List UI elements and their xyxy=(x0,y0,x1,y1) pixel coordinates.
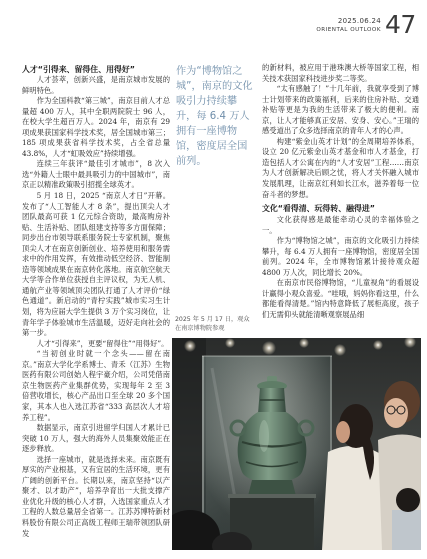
paragraph: 文化获得感是最能牵动心灵的幸福体验之一。 xyxy=(262,215,419,235)
ceiling-light xyxy=(184,340,196,352)
ceiling-light xyxy=(334,344,346,356)
vessel-foot xyxy=(248,480,296,496)
visitor-woman-face xyxy=(384,398,408,428)
paragraph: “太有感触了！”十几年前，我就享受到了博士计划带来的政策福利，后来的住房补贴、交通补贴等更是为我的生活带来了极大的便利。南京，让人才能够真正安居、安身、安心。”王瑞的感受道出了众多选择南京的青年人才的心声。 xyxy=(262,84,419,136)
right-column xyxy=(262,63,419,336)
photo-caption: 2025 年 5 月 17 日，观众在南京博物院参观 xyxy=(175,316,250,332)
ceiling-light xyxy=(373,340,383,350)
vessel-neck xyxy=(258,388,286,414)
visitor-child-shirt xyxy=(392,510,421,550)
visitor-child xyxy=(392,488,421,550)
paragraph: 5 月 18 日，2025 “南京人才日”开幕。发布了“人工智能人才 8 条”，提出顶尖人才团队最高可获 1 亿元综合资助，最高购房补贴、生活补贴、团队组建支持等多方面保障；同步出台市领导联系服务院士专家机制，聚焦顶尖人才在南京创新创业、培养使用和服务需求中的作用发挥，有效推动低空经济、智能制造等领域成果在南京转化落地。南京航空航天大学等合作单位获授自主评议权，为无人机、通航产业等领域顶尖团队打通了人才评价“绿色通道”。新启动的“青柠实践”城市实习生计划，将为应届大学生提供 3 万个实习岗位，让青年学子体验城市生活温暖，迈好走向社会的第一步。 xyxy=(22,191,170,338)
visitor-girl-shirt xyxy=(322,446,388,550)
museum-photo xyxy=(172,338,421,550)
ceiling-light xyxy=(299,338,309,348)
magazine-name: ORIENTAL OUTLOOK xyxy=(316,27,381,33)
vessel-highlight xyxy=(259,420,269,452)
left-column xyxy=(22,64,170,549)
issue-date: 2025.06.24 xyxy=(337,17,381,25)
paragraph: 构建“紫金山英才计划”的全周期培养体系，设立 20 亿元紫金山英才基金和市人才基金，打造包括人才公寓在内的“人才安居”工程……南京为人才创新解决后顾之忧，将人才关怀融入城市发展肌理，让南京红利如长江水，滋养着每一位奋斗者的梦想。 xyxy=(262,136,419,199)
paragraph: 连续三年获评“最佳引才城市”，8 次入选“外籍人士眼中最具吸引力的中国城市”，南京正以精准政策吸引招揽全球英才。 xyxy=(22,159,170,190)
paragraph: 作为“博物馆之城”，南京的文化吸引力持续攀升，每 6.4 万人拥有一座博物馆，密度居全国前列。2024 年，全市博物馆累计接待观众超 4800 万人次，同比增长 20%。 xyxy=(262,236,419,277)
paragraph: “当初创业时就一个念头——留在南京。”南京大学化学系博士、青禾（江苏）生物医药有限公司创始人程宇豪介绍，公司凭借南京生物医药产业集群优势，实现每年 2 至 3 倍营收增长，核心产品出口至全球 20 多个国家，其本人也入选江苏省“333 高层次人才培养工程”。 xyxy=(22,349,170,422)
museum-photo-svg xyxy=(172,338,421,550)
section-heading-talent: 人才“引得来、留得住、用得好” xyxy=(22,65,135,74)
visitor-child-head xyxy=(396,488,420,512)
ceiling-light xyxy=(225,338,235,348)
paragraph: 人才“引得来”，更要“留得住”“用得好”。 xyxy=(36,338,169,348)
paragraph: 数据显示，南京引进留学归国人才累计已突破 10 万人，强大的海外人员集聚效能正在逐步释放。 xyxy=(22,423,170,454)
ceiling-light xyxy=(262,341,276,355)
pedestal-top xyxy=(228,494,316,498)
pull-quote: 作为“博物馆之城”，南京的文化吸引力持续攀升，每 6.4 万人拥有一座博物馆，密度居全国前列。 xyxy=(176,66,253,167)
paragraph: 作为全国科教“第三城”，南京目前人才总量超 400 万人，其中全职两院院士 96 人，在校大学生超百万人。2024 年，南京有 29 项成果获国家科学技术奖，居全国城市第三；185 项成果获省科学技术奖，占全省总量 43.8%，人才“虹吸效应”持续增强。 xyxy=(22,96,170,158)
paragraph-continued: 的新材料，被应用于港珠澳大桥等国家工程，相关技术获国家科技进步奖二等奖。 xyxy=(262,63,419,83)
visitor-girl-face xyxy=(336,421,350,443)
paragraph: 在南京市民俗博物馆，“儿童视角”的看展设计赢得小观众喜爱。“哇哦，妈妈你看这里，什么都能看得清楚。”馆内特意降低了展柜高度，孩子们无需仰头就能清晰观察展品细 xyxy=(262,278,419,320)
page-number: 47 xyxy=(385,10,416,39)
paragraph: 人才荟萃，创新兴盛，是南京城市发展的鲜明特色。 xyxy=(22,75,170,95)
paragraph: 选择一座城市，就是选择未来。南京既有厚实的产业根基，又有宜居的生活环境，更有广阔的创新平台。长期以来，南京坚持“以产聚才、以才助产”，培养孕育出一大批支撑产业优化升级的核心人才群，入选国家重点人才工程的人数总量居全省第一。江苏苏博特新材料股份有限公司正高级工程师王瑞带领团队研发 xyxy=(22,454,170,538)
section-heading-culture: 文化“看得清、玩得转、融得进” xyxy=(262,204,375,214)
